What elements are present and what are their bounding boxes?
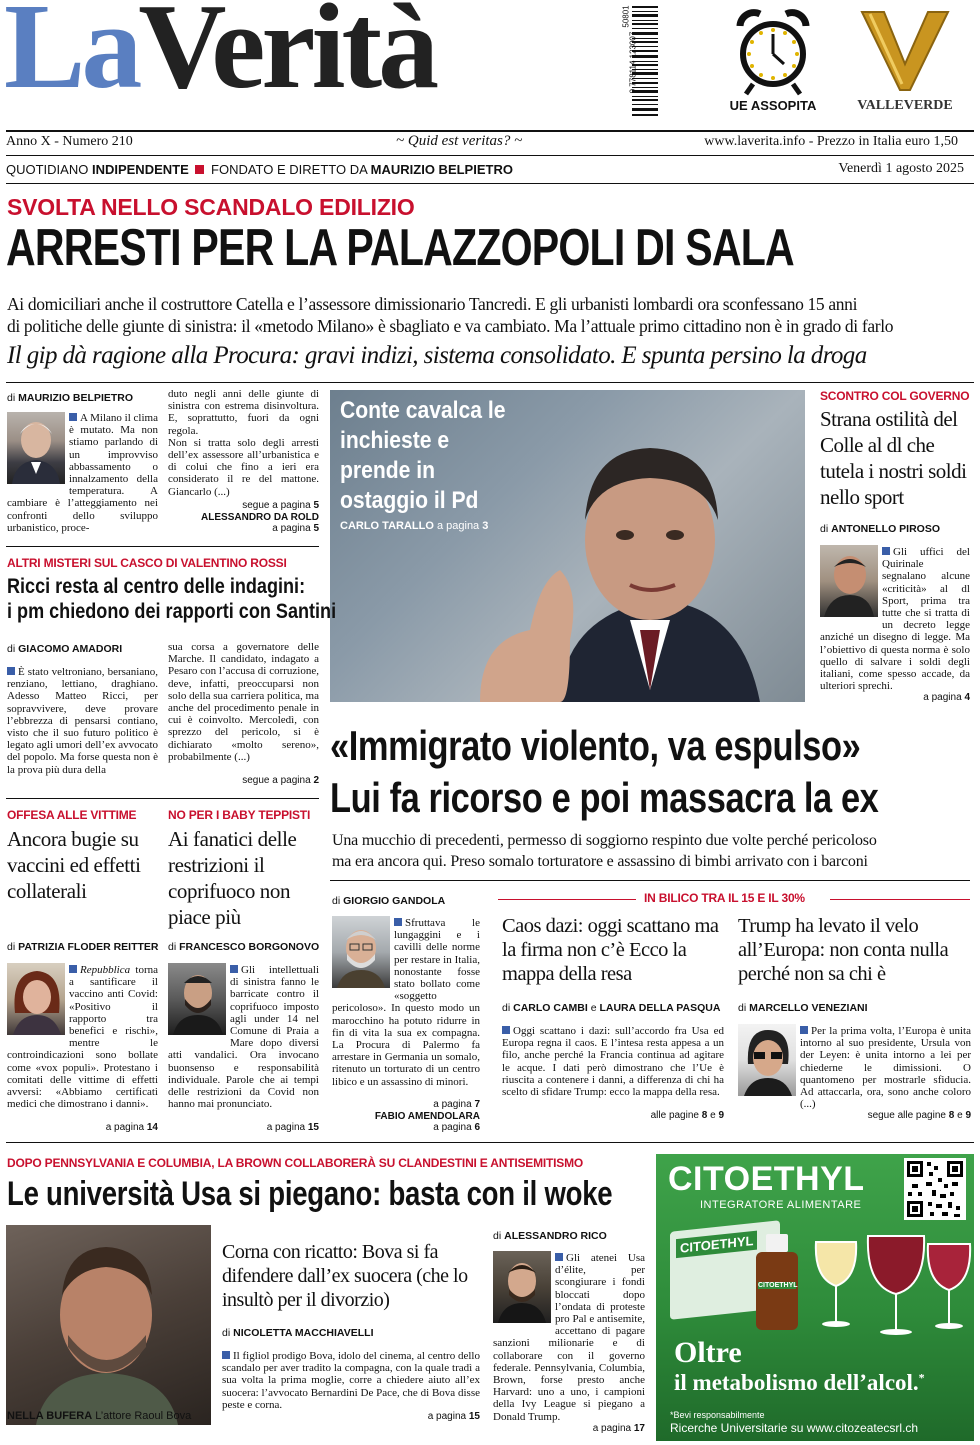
ricci-ref[interactable]: segue a pagina 2 <box>242 775 319 786</box>
square-icon <box>195 165 204 174</box>
woke-byline: di ALESSANDRO RICO <box>493 1230 607 1242</box>
bova-text: Il figliol prodigo Bova, idolo del cinema, al centro dello scandalo per aver tradito la compagna, con la quale tradì a sua volta la prima moglie, corre a chiedere aiuto all’ex suocera: l’avvocato Bernardini De Pace, che di Bova disse peste e corna. <box>222 1350 480 1411</box>
alarm-clock-icon <box>718 4 828 96</box>
rule <box>498 899 636 900</box>
ricci-col1: È stato veltroniano, bersaniano, renziano, lettiano, draghiano. Adesso Matteo Ricci, per sopravvivere, deve provare l’ebbrezza di pensarsi contiano, visto che il suo futuro politico è legato agli umori dell’ex avvocato del popolo. Ma forse questa non è la prova più dura della <box>7 666 158 776</box>
ad-ue-assopita-label: UE ASSOPITA <box>729 98 817 113</box>
independent-label: INDIPENDENTE <box>91 162 189 177</box>
lead-kicker: SVOLTA NELLO SCANDALO EDILIZIO <box>7 194 415 220</box>
lead-headline[interactable]: ARRESTI PER LA PALAZZOPOLI DI SALA <box>6 219 794 277</box>
colle-title[interactable]: Strana ostilità del Colle al dl che tutela i nostri soldi nello sport <box>820 407 967 509</box>
rule <box>6 130 974 132</box>
photo-conte[interactable] <box>330 390 805 702</box>
ad-line-2: il metabolismo dell’alcol.* <box>674 1370 925 1395</box>
coprifuoco-title[interactable]: Ai fanatici delle restrizioni il coprifuoco non piace più <box>168 827 297 929</box>
dazi-title[interactable]: Caos dazi: oggi scattano ma la firma non c’è Ecco la mappa della resa <box>502 915 719 985</box>
immigrato-author2: FABIO AMENDOLARA <box>374 1111 480 1122</box>
daily-label: QUOTIDIANO <box>6 162 89 177</box>
logo: LaVerità <box>4 0 436 114</box>
ad-box-brand: CITOETHYL <box>676 1231 757 1259</box>
square-icon <box>555 1253 563 1261</box>
trump-byline: di MARCELLO VENEZIANI <box>738 1002 868 1014</box>
editorial-col1: A Milano il clima è mutato. Ma non stiamo parlando di un improvviso abbassamento o innalzamento della temperatura. A cambiare è l’atteggiamento nei confronti dello sviluppo urbanistico, proce- <box>7 412 158 534</box>
colle-text: Gli uffici del Quirinale segnalano alcune «criticità» al dl Sport, prima tra tutte che si tratta di un decreto legge anziché un disegno di legge. Ma l’obiettivo di questa norma è solo quello di salvare i soldi degli italiani, come spesso accade, da ulteriori sprechi. <box>820 546 970 693</box>
trump-text: Per la prima volta, l’Europa è unita intorno al suo presidente, Ursula von der Leyen: è unita intorno a lei per chiederne le dimissioni. O quantomeno per mostrarle sfiducia. Ad attaccarla, ora, sono anche coloro (...) <box>800 1025 971 1111</box>
rule <box>6 155 974 156</box>
rule <box>6 382 974 383</box>
square-icon <box>69 965 77 973</box>
immigrato-title-2[interactable]: Lui fa ricorso e poi massacra la ex <box>330 774 879 821</box>
bova-caption: NELLA BUFERA L’attore Raoul Bova <box>7 1410 192 1422</box>
editorial-ref2[interactable]: a pagina 5 <box>272 523 319 534</box>
ad-citoethyl[interactable] <box>656 1154 974 1441</box>
ricci-byline: di GIACOMO AMADORI <box>7 643 123 655</box>
woke-title[interactable]: Le università Usa si piegano: basta con il woke <box>7 1175 613 1213</box>
square-icon <box>882 547 890 555</box>
ad-valleverde-label: VALLEVERDE <box>857 98 953 113</box>
immigrato-text: Sfruttava le lungaggini e i cavilli delle norme per restare in Italia, nonostante fosse stato bollato come «soggetto pericoloso». In questo modo un marocchino ha potuto ridurre in fin di vita la sua ex compagna. La Procura di Palermo fa arrestare in Germania un somalo, ritenuto un torturato di un centro libico e un assassino di minori. <box>332 917 480 1088</box>
ad-bottle <box>752 1234 802 1330</box>
date: Venerdì 1 agosto 2025 <box>838 161 964 176</box>
square-icon <box>394 918 402 926</box>
bova-byline: di NICOLETTA MACCHIAVELLI <box>222 1327 374 1339</box>
colle-byline: di ANTONELLO PIROSO <box>820 523 941 535</box>
ricci-kicker: ALTRI MISTERI SUL CASCO DI VALENTINO ROSSI <box>7 556 287 570</box>
woke-ref[interactable]: a pagina 17 <box>592 1423 645 1434</box>
woke-text: Gli atenei Usa d’élite, per scongiurare i fondi bloccati dopo l’ondata di proteste pro Pal e antisemite, accettano di pagare sanzioni milionarie e di collaborare con il governo federale. Pennsylvania, Columbia, Brown, forse presto anche Harvard: uno a uno, i campioni della Ivy League si piegano a Donald Trump. <box>493 1252 645 1423</box>
rule <box>6 1142 974 1143</box>
swirl-icon: ~ <box>510 133 523 149</box>
ad-note-1: *Bevi responsabilmente <box>670 1410 765 1420</box>
founded-label: FONDATO E DIRETTO DA <box>211 162 368 177</box>
vaccini-text: Repubblica torna a santificare il vaccino anti Covid: «Positivo il rapporto tra benefici e rischi», mentre le controindicazioni sono bollate come «vox populi». Protestano i comitati delle vittime di effetti avversi: «Abbiamo certificati medici che dimostrano i danni». <box>7 964 158 1111</box>
issue-number: Anno X - Numero 210 <box>6 134 133 149</box>
bova-ref[interactable]: a pagina 15 <box>427 1411 480 1422</box>
ad-subtitle: INTEGRATORE ALIMENTARE <box>700 1199 862 1211</box>
editorial-col2: duto negli anni delle giunte di sinistra con estrema disinvoltura. E, soprattutto, fuori da ogni regola. Non si tratta solo degli arresti dell’ex assessore all’urbanistica e di colui che fino a ieri era considerato il re del mattone. Giancarlo (...) <box>168 388 319 498</box>
photo-bova[interactable] <box>6 1225 211 1425</box>
immigrato-byline: di GIORGIO GANDOLA <box>332 895 446 907</box>
rule <box>330 880 970 881</box>
immigrato-title-1[interactable]: «Immigrato violento, va espulso» <box>330 722 861 769</box>
sub-bar <box>6 160 974 180</box>
editorial-ref[interactable]: segue a pagina 5 <box>242 500 319 511</box>
lead-sub-1: Ai domiciliari anche il costruttore Catella e l’assessore dimissionario Tancredi. E gli urbanisti lombardi ora sconfessano 15 anni <box>7 294 858 314</box>
qr-code-icon[interactable] <box>904 1158 966 1220</box>
vaccini-ref[interactable]: a pagina 14 <box>105 1122 158 1133</box>
dazi-text: Oggi scattano i dazi: sull’accordo fra Usa ed Europa regna il caos. E l’intesa resta appesa a un filo, anche perché la Francia continua ad agitare le acque. I dati però dimostrano che l’Ue è riuscita a contenere i danni, a differenza di chi ha scelto di sfidare Trump: ecco la mappa della resa. <box>502 1025 724 1099</box>
square-icon <box>69 413 77 421</box>
square-icon <box>222 1351 230 1359</box>
barcode-issue: 50801 <box>621 5 631 28</box>
coprifuoco-byline: di FRANCESCO BORGONOVO <box>168 941 320 953</box>
vaccini-byline: di PATRIZIA FLODER REITTER <box>7 941 159 953</box>
rule <box>6 798 319 799</box>
wine-glasses-icon <box>806 1232 974 1342</box>
conte-title[interactable]: Conte cavalca le inchieste e prende in ostaggio il Pd <box>340 397 506 514</box>
director-name: MAURIZIO BELPIETRO <box>370 162 513 177</box>
ad-brand: CITOETHYL <box>668 1160 865 1198</box>
ad-bottle-label: CITOETHYL <box>758 1282 798 1289</box>
immigrato-sub-2: ma era ancora qui. Preso somalo torturatore e assassino di bimbi arrivato con i barconi <box>332 853 868 870</box>
ricci-title-2[interactable]: i pm chiedono dei rapporti con Santini <box>7 600 337 623</box>
ad-note-2[interactable]: Ricerche Universitarie su www.citozeatecsrl.ch <box>670 1421 919 1435</box>
square-icon <box>230 965 238 973</box>
trump-ref[interactable]: segue alle pagine 8 e 9 <box>867 1110 971 1121</box>
editorial-author2: ALESSANDRO DA ROLD <box>201 512 319 523</box>
vaccini-title[interactable]: Ancora bugie su vaccini ed effetti collaterali <box>7 827 141 903</box>
valleverde-v-logo <box>840 4 970 96</box>
ricci-col2: sua corsa a governatore delle Marche. Il candidato, indagato a Pesaro con l’accusa di corruzione, deve, infatti, preoccuparsi non solo della sua carriera politica, ma anche del procedimento penale in cui è coinvolto. Mercoledì, con sprezzo del pericolo, si è dichiarato «molto sereno», probabilmente (...) <box>168 641 319 763</box>
colle-ref[interactable]: a pagina 4 <box>923 692 970 703</box>
dazi-kicker: IN BILICO TRA IL 15 E IL 30% <box>640 891 809 905</box>
vaccini-kicker: OFFESA ALLE VITTIME <box>7 808 137 822</box>
masthead <box>0 0 980 128</box>
coprifuoco-ref[interactable]: a pagina 15 <box>266 1122 319 1133</box>
barcode <box>618 2 658 122</box>
trump-title[interactable]: Trump ha levato il velo all’Europa: non conta nulla perché non sa chi è <box>738 915 949 985</box>
barcode-digits: 9 778114 123007 <box>628 31 638 94</box>
rule <box>6 183 974 184</box>
bova-title[interactable]: Corna con ricatto: Bova si fa difendere dall’ex suocera (che lo insultò per il divorzio) <box>222 1241 468 1311</box>
motto: ~ Quid est veritas? ~ <box>396 133 523 149</box>
dazi-ref[interactable]: alle pagine 8 e 9 <box>650 1110 724 1121</box>
ad-valleverde[interactable] <box>840 4 970 114</box>
immigrato-ref1[interactable]: a pagina 7 <box>433 1099 480 1110</box>
ad-line-1: Oltre <box>674 1336 742 1369</box>
square-icon <box>7 667 15 675</box>
conte-byline: CARLO TARALLO a pagina 3 <box>340 520 489 532</box>
rule <box>6 546 319 547</box>
ad-ue-assopita[interactable] <box>718 4 828 114</box>
bova-figure <box>6 1225 211 1425</box>
swirl-icon: ~ <box>396 133 408 149</box>
coprifuoco-kicker: NO PER I BABY TEPPISTI <box>168 808 311 822</box>
coprifuoco-text: Gli intellettuali di sinistra fanno le barricate contro il coprifuoco imposto agli under 14 nel Comune di Praia a Mare dopo diversi atti vandalici. Ora invocano buonsenso e responsabilità individuale. Parole che ai tempi delle restrizioni da Covid non hanno mai pronunciato. <box>168 964 319 1111</box>
rule <box>830 899 970 900</box>
square-icon <box>800 1026 808 1034</box>
square-icon <box>502 1026 510 1034</box>
lead-italic: Il gip dà ragione alla Procura: gravi indizi, sistema consolidato. E spunta persino la droga <box>7 342 867 369</box>
immigrato-sub-1: Una mucchio di precedenti, permesso di soggiorno respinto due volte perché pericoloso <box>332 832 877 849</box>
lead-sub-2: di politiche delle giunte di sinistra: il «metodo Milano» è sbagliato e va cambiato. Ma l’attuale primo cittadino non è in grado di farlo <box>7 316 894 336</box>
editorial-byline: di MAURIZIO BELPIETRO <box>7 392 134 404</box>
price: www.laverita.info - Prezzo in Italia euro 1,50 <box>704 134 958 149</box>
woke-kicker: DOPO PENNSYLVANIA E COLUMBIA, LA BROWN COLLABORERÀ SU CLANDESTINI E ANTISEMITISMO <box>7 1156 584 1170</box>
ricci-title-1[interactable]: Ricci resta al centro delle indagini: <box>7 575 306 598</box>
info-bar <box>6 133 974 153</box>
colle-kicker: SCONTRO COL GOVERNO <box>820 389 970 403</box>
dazi-byline: di CARLO CAMBI e LAURA DELLA PASQUA <box>502 1002 721 1014</box>
immigrato-ref2[interactable]: a pagina 6 <box>433 1122 480 1133</box>
